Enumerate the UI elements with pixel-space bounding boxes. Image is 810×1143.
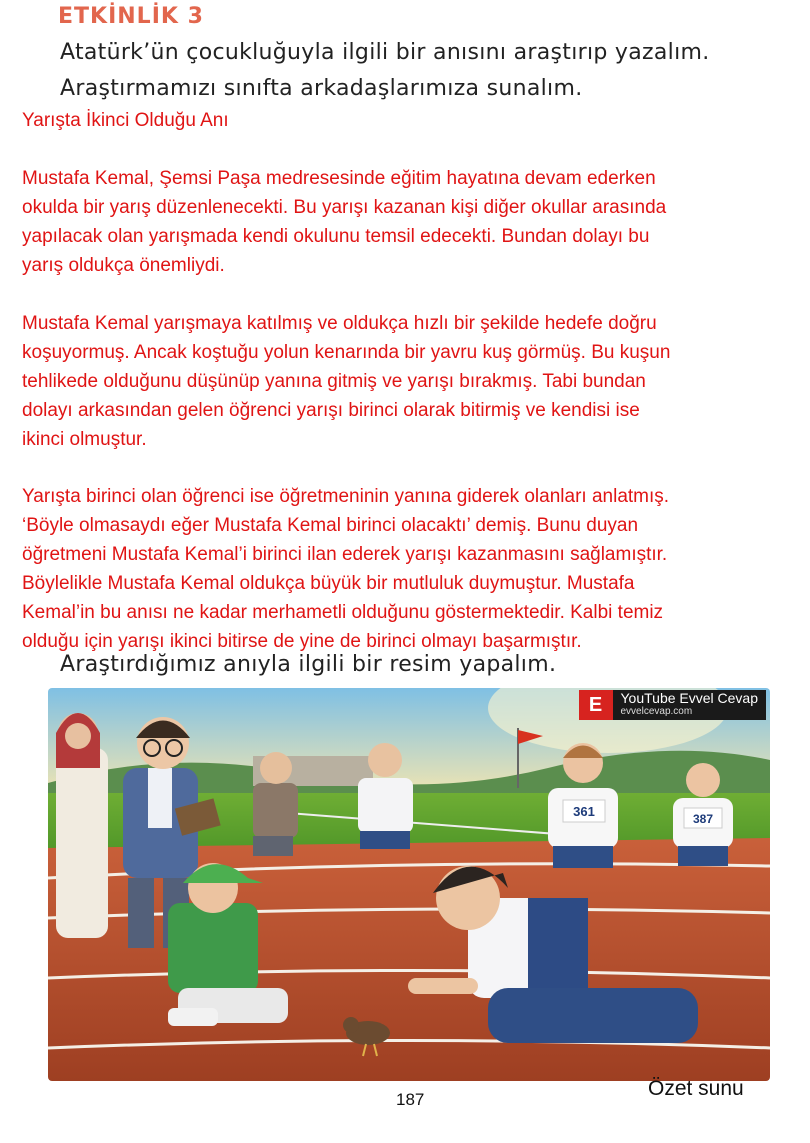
text-line: koşuyormuş. Ancak koştuğu yolun kenarında bir yavru kuş görmüş. Bu kuşun [22, 342, 671, 363]
bib-number: 361 [573, 804, 595, 819]
text-line: ikinci olmuştur. [22, 429, 147, 450]
answer-paragraph-3 [22, 482, 802, 656]
race-scene [48, 688, 770, 1081]
page-number: 187 [396, 1090, 425, 1109]
text-line: Böylelikle Mustafa Kemal oldukça büyük bir mutluluk duymuştur. Mustafa [22, 573, 635, 594]
text-line: Mustafa Kemal yarışmaya katılmış ve oldukça hızlı bir şekilde hedefe doğru [22, 313, 657, 334]
text-line: öğretmeni Mustafa Kemal’i birinci ilan ederek yarışı kazanmasını sağlamıştır. [22, 544, 668, 565]
answer-paragraph-2 [22, 309, 802, 454]
text-line: Yarışta birinci olan öğrenci ise öğretmeninin yanına giderek olanları anlatmış. [22, 486, 670, 507]
watermark-site: evvelcevap.com [620, 706, 693, 717]
text-line: Kemal’in bu anısı ne kadar merhametli olduğunu göstermektedir. Kalbi temiz [22, 602, 664, 623]
instruction-research: Atatürk’ün çocukluğuyla ilgili bir anısını araştırıp yazalım. [60, 40, 710, 65]
answer-paragraph-1 [22, 164, 802, 280]
text-line: dolayı arkasından gelen öğrenci yarışı birinci olarak bitirmiş ve kendisi ise [22, 400, 640, 421]
race-illustration [48, 688, 770, 1081]
text-line: okulda bir yarış düzenlenecekti. Bu yarışı kazanan kişi diğer okullar arasında [22, 197, 667, 218]
activity-title: ETKİNLİK 3 [58, 4, 204, 29]
answer-heading: Yarışta İkinci Olduğu Anı [22, 110, 229, 131]
watermark-channel: YouTube Evvel Cevap [620, 690, 758, 706]
text-line: yarış oldukça önemliydi. [22, 255, 225, 276]
youtube-watermark [579, 690, 767, 720]
text-line: tehlikede olduğunu düşünüp yanına gitmiş ve yarışı bırakmış. Tabi bundan [22, 371, 646, 392]
watermark-logo-icon: E [579, 690, 613, 720]
instruction-present: Araştırmamızı sınıfta arkadaşlarımıza sunalım. [60, 76, 583, 101]
footer-note: Özet sunu [648, 1077, 744, 1100]
text-line: yapılacak olan yarışmada kendi okulunu temsil edecekti. Bundan dolayı bu [22, 226, 650, 247]
text-line: Mustafa Kemal, Şemsi Paşa medresesinde eğitim hayatına devam ederken [22, 168, 656, 189]
text-line: olduğu için yarışı ikinci bitirse de yine de birinci olmayı başarmıştır. [22, 631, 582, 652]
bib-number: 387 [692, 812, 714, 826]
drawing-prompt: Araştırdığımız anıyla ilgili bir resim yapalım. [60, 652, 557, 677]
text-line: ‘Böyle olmasaydı eğer Mustafa Kemal birinci olacaktı’ demiş. Bunu duyan [22, 515, 639, 536]
